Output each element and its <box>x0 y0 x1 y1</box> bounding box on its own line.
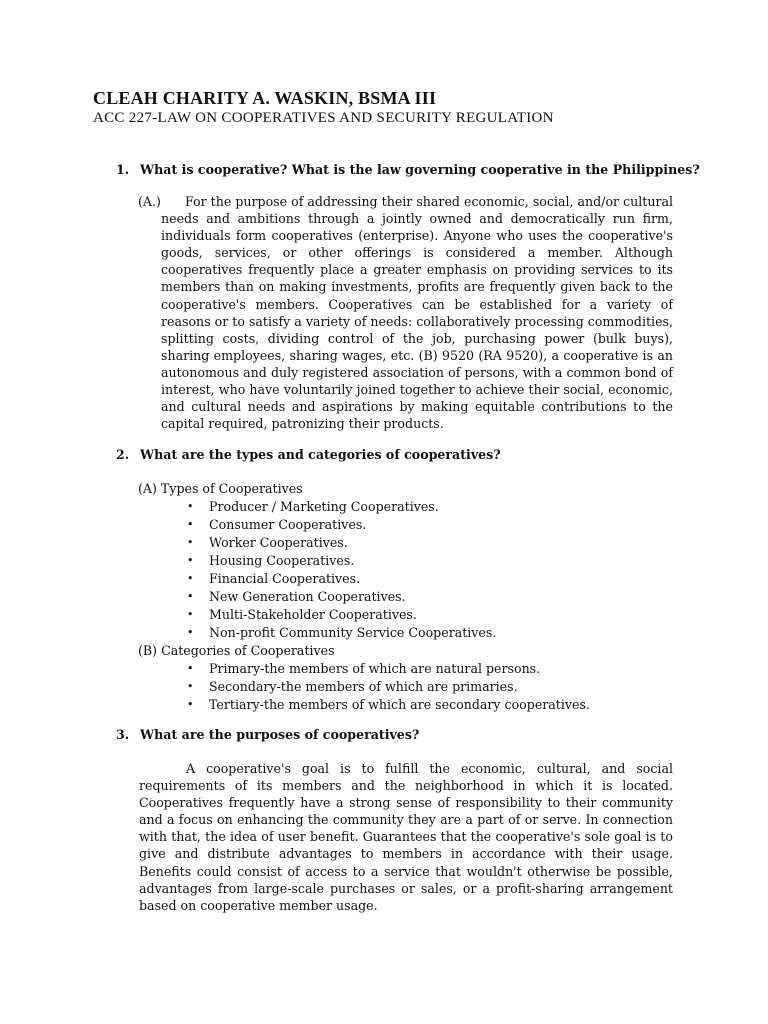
list-item: • Consumer Cooperatives. <box>187 517 367 532</box>
answer-3: A cooperative's goal is to fulfill the economic, cultural, and social requirements of its members and the neighborhood in which it is located. Cooperatives frequently have a strong sense of responsibility to their community and a focus on enhancing the community they are a part of or serve. In connection with that, the idea of user benefit. Guarantees that the cooperative's sole goal is to give and distribute advantages to members in accordance with their usage. Benefits could consist of access to a service that wouldn't otherwise be possible, advantages from large-scale purchases or sales, or a profit-sharing arrangement based on cooperative member usage. <box>139 761 673 913</box>
list-item: • Housing Cooperatives. <box>187 553 355 568</box>
bullet-icon: • <box>187 662 194 675</box>
list-item: • Producer / Marketing Cooperatives. <box>187 499 439 514</box>
bullet-icon: • <box>187 698 194 711</box>
question-number: 1. <box>116 162 130 177</box>
bullet-icon: • <box>187 590 194 603</box>
question-3 <box>116 727 419 742</box>
question-text: What is cooperative? What is the law governing cooperative in the Philippines? <box>140 162 700 177</box>
bullet-icon: • <box>187 554 194 567</box>
course-heading: ACC 227-LAW ON COOPERATIVES AND SECURITY REGULATION <box>93 110 554 126</box>
types-heading: (A) Types of Cooperatives <box>138 481 303 496</box>
answer-text: For the purpose of addressing their shared economic, social, and/or cultural needs and ambitions through a jointly owned and democratically run firm, individuals form cooperatives (enterprise). Anyone who uses the cooperative's goods, services, or other offerings is considered a member. Although cooperatives frequently place a greater emphasis on providing services to its members than on making investments, profits are frequently given back to the cooperative's members. Cooperatives can be established for a variety of reasons or to satisfy a variety of needs: collaboratively processing commodities, splitting costs, dividing control of the job, purchasing power (bulk buys), sharing employees, sharing wages, etc. (B) 9520 (RA 9520), a cooperative is an autonomous and duly registered association of persons, with a common bond of interest, who have voluntarily joined together to achieve their social, economic, and cultural needs and aspirations by making equitable contributions to the capital required, patronizing their products. <box>161 194 673 432</box>
list-item: • Multi-Stakeholder Cooperatives. <box>187 607 417 622</box>
list-item: • New Generation Cooperatives. <box>187 589 406 604</box>
bullet-icon: • <box>187 680 194 693</box>
author-heading: CLEAH CHARITY A. WASKIN, BSMA III <box>93 88 437 108</box>
answer-1 <box>138 193 673 432</box>
bullet-icon: • <box>187 500 194 513</box>
list-item: • Non-profit Community Service Cooperatives. <box>187 625 497 640</box>
bullet-icon: • <box>187 536 194 549</box>
bullet-icon: • <box>187 626 194 639</box>
bullet-icon: • <box>187 518 194 531</box>
list-item: • Tertiary-the members of which are secondary cooperatives. <box>187 697 590 712</box>
list-item: • Secondary-the members of which are primaries. <box>187 679 518 694</box>
bullet-icon: • <box>187 608 194 621</box>
types-list <box>138 498 590 642</box>
list-item: • Primary-the members of which are natural persons. <box>187 661 541 676</box>
categories-heading: (B) Categories of Cooperatives <box>138 643 335 658</box>
question-1 <box>116 162 700 177</box>
list-item: • Worker Cooperatives. <box>187 535 348 550</box>
question-number: 3. <box>116 727 130 742</box>
question-text: What are the types and categories of cooperatives? <box>140 447 501 462</box>
list-item: • Financial Cooperatives. <box>187 571 361 586</box>
bullet-icon: • <box>187 572 194 585</box>
question-number: 2. <box>116 447 130 462</box>
categories-list <box>138 660 590 714</box>
question-2 <box>116 447 501 462</box>
question-text: What are the purposes of cooperatives? <box>140 727 420 742</box>
answer-label: (A.) <box>138 194 161 209</box>
answer-2 <box>138 480 590 714</box>
